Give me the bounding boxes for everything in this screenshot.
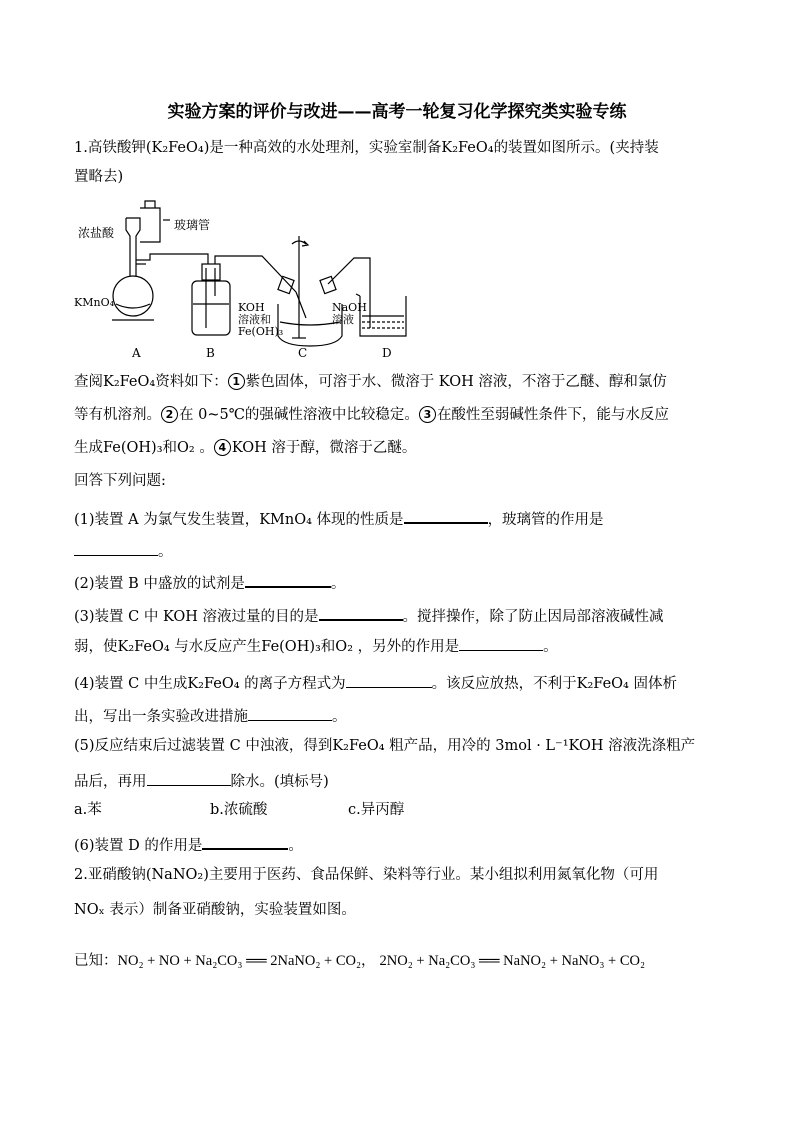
letter-d: D <box>382 346 392 360</box>
label-conc-hcl: 浓盐酸 <box>78 226 115 240</box>
info-line1: 查阅K₂FeO₄资料如下： 1 紫色固体，可溶于水、微溶于 KOH 溶液，不溶于乙醚、醇和氯仿 <box>74 374 667 390</box>
q1-intro-b: )是一种高效的水处理剂，实验室制备 <box>203 140 442 156</box>
equation-2: 2NO₂ + Na₂CO₃ ══ NaNO₂ + NaNO₃ + CO₂ <box>379 953 646 969</box>
part6-line: (6)装置 D 的作用是 。 <box>74 832 303 856</box>
part3-line2: 弱，使K₂FeO₄ 与水反应产生Fe(OH)₃和O₂ ，另外的作用是 。 <box>74 634 558 657</box>
formula-k2feo4: K₂FeO₄ <box>441 140 494 156</box>
option-c: c.异丙醇 <box>348 802 405 818</box>
letter-b: B <box>206 346 215 360</box>
label-naoh: NaOH 溶液 <box>332 301 367 326</box>
glass-tube-loop <box>140 208 160 242</box>
answer-blank[interactable] <box>459 634 543 651</box>
part4-line1: (4)装置 C 中生成K₂FeO₄ 的离子方程式为 。该反应放热，不利于K₂FeO₄ 固体析 <box>74 671 677 694</box>
funnel-body <box>126 218 140 244</box>
flask-a <box>113 276 153 316</box>
q2-known: 已知：NO₂ + NO + Na₂CO₃ ══ 2NaNO₂ + CO₂， 2NO₂ + Na₂CO₃ ══ NaNO₂ + NaNO₃ + CO₂ <box>74 953 646 969</box>
apparatus-drawing <box>70 196 420 366</box>
q1-intro-line2: 置略去) <box>74 169 124 185</box>
answer-blank[interactable] <box>404 506 488 524</box>
q1-intro-a: 1.高铁酸钾( <box>74 140 152 156</box>
answer-blank[interactable] <box>248 704 332 721</box>
option-a: a.苯 <box>74 802 102 818</box>
q1-intro-c: 的装置如图所示。(夹持装 <box>493 140 659 156</box>
answer-prompt: 回答下列问题: <box>74 473 166 489</box>
equation-1: NO₂ + NO + Na₂CO₃ ══ 2NaNO₂ + CO₂， <box>117 953 376 969</box>
formula-k2feo4: K₂FeO₄ <box>151 140 204 156</box>
option-b: b.浓硫酸 <box>210 802 268 818</box>
part3-line1: (3)装置 C 中 KOH 溶液过量的目的是 。搅拌操作，除了防止因局部溶液碱性减 <box>74 603 664 627</box>
answer-blank[interactable] <box>245 570 331 588</box>
part4-line2: 出，写出一条实验改进措施 。 <box>74 704 347 727</box>
apparatus-diagram <box>70 196 420 366</box>
letter-a: A <box>132 346 141 360</box>
bottle-b <box>192 281 230 335</box>
page-title: 实验方案的评价与改进——高考一轮复习化学探究类实验专练 <box>167 102 627 122</box>
q2-line1: 2.亚硝酸钠(NaNO₂)主要用于医药、食品保鲜、染料等行业。某小组拟利用氮氧化物（可用 <box>74 867 659 883</box>
answer-blank[interactable] <box>202 832 288 850</box>
circled-number-2: 2 <box>161 406 178 423</box>
answer-blank[interactable] <box>346 671 432 688</box>
part5-options <box>74 800 404 820</box>
label-kmno4: KMnO₄ <box>74 296 114 309</box>
circled-number-1: 1 <box>228 373 245 390</box>
info-line2: 等有机溶剂。 2 在 0~5℃的强碱性溶液中比较稳定。 3 在酸性至弱碱性条件下，能与水反应 <box>74 407 669 423</box>
answer-blank[interactable] <box>319 603 403 621</box>
circled-number-3: 3 <box>419 406 436 423</box>
answer-blank[interactable] <box>74 539 158 556</box>
letter-c: C <box>298 346 308 360</box>
part1-line1: (1)装置 A 为氯气发生装置，KMnO₄ 体现的性质是 ，玻璃管的作用是 <box>74 506 604 530</box>
part5-line1: (5)反应结束后过滤装置 C 中浊液，得到K₂FeO₄ 粗产品，用冷的 3mol · L⁻¹KOH 溶液洗涤粗产 <box>74 738 696 754</box>
label-glass-tube: 玻璃管 <box>174 218 211 232</box>
part2-line: (2)装置 B 中盛放的试剂是 。 <box>74 570 345 594</box>
label-koh: KOH 溶液和 Fe(OH)₃ <box>238 301 284 338</box>
info-line3: 生成Fe(OH)₃和O₂ 。 4 KOH 溶于醇，微溶于乙醚。 <box>74 440 417 456</box>
answer-blank[interactable] <box>147 769 231 786</box>
part1-line2: 。 <box>74 539 173 562</box>
q2-line2: NOₓ 表示）制备亚硝酸钠，实验装置如图。 <box>74 902 356 918</box>
circled-number-4: 4 <box>214 439 231 456</box>
q1-intro-line1 <box>74 138 659 158</box>
part5-line2: 品后，再用 除水。(填标号) <box>74 769 329 792</box>
